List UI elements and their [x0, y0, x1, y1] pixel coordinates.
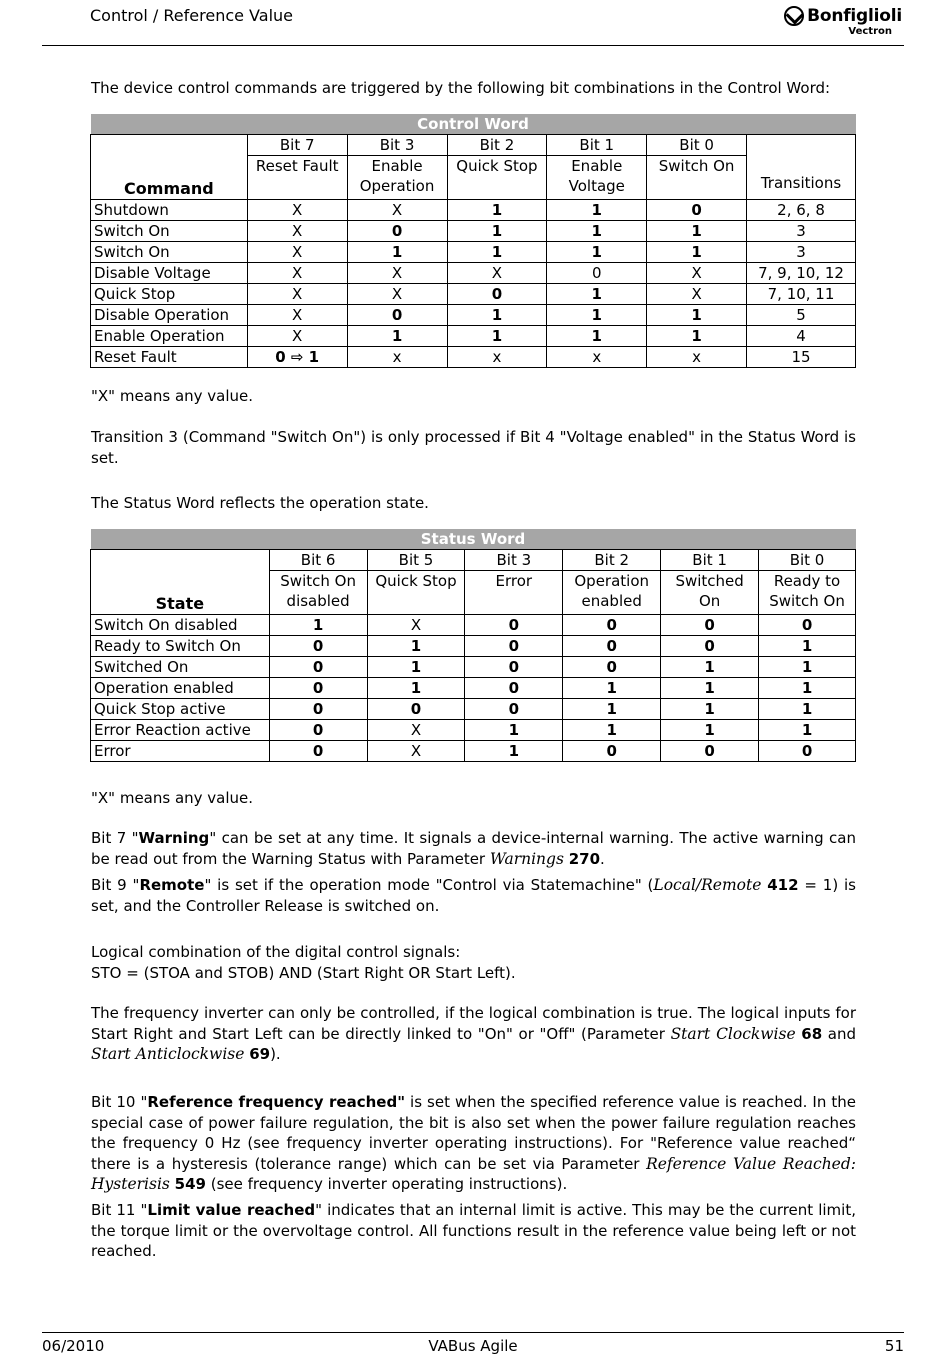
bit-value: 0	[563, 636, 661, 657]
row-label: Error	[91, 741, 270, 762]
table-row	[91, 242, 856, 263]
table-row	[91, 657, 856, 678]
bit-value: 1	[547, 200, 647, 221]
bit10-paragraph: Bit 10 "Reference frequency reached" is set when the specified reference value is reached. In the special case of power failure regulation, the bit is also set when the power failure regulation reaches the frequency 0 Hz (see frequency inverter operating instructions). For "Reference value reached“ there is a hysteresis (tolerance range) which can be set via Parameter Reference Value Reached: Hysterisis 549 (see frequency inverter operating instructions).	[91, 1093, 856, 1193]
bit-value: 0	[465, 678, 563, 699]
bit-value: X	[647, 284, 747, 305]
bit-value: 1	[447, 305, 547, 326]
table-row	[91, 720, 856, 741]
bit-value: X	[347, 284, 447, 305]
bit-value: X	[247, 242, 347, 263]
row-label: Switch On disabled	[91, 615, 270, 636]
bit-value: 1	[465, 720, 563, 741]
bit-name-header	[269, 571, 367, 615]
bit-name-header	[367, 571, 465, 615]
bit9-paragraph: Bit 9 "Remote" is set if the operation mode "Control via Statemachine" (Local/Remote 412 = 1) is set, and the Controller Release is switched on.	[91, 876, 856, 915]
bit-value: 1	[661, 657, 759, 678]
bit-value: 1	[367, 678, 465, 699]
bit-name-line: Quick Stop	[456, 157, 538, 175]
bit-value: X	[347, 200, 447, 221]
logo-sub: Vectron	[848, 26, 892, 37]
bit-value: x	[647, 347, 747, 368]
bit-value: 0	[563, 741, 661, 762]
note-any-value-1: "X" means any value.	[91, 387, 254, 405]
bit-value: x	[347, 347, 447, 368]
transitions-value: 2, 6, 8	[747, 200, 856, 221]
bit-header: Bit 1	[547, 135, 647, 156]
transitions-value: 7, 9, 10, 12	[747, 263, 856, 284]
logic-paragraph: Logical combination of the digital control signals: STO = (STOA and STOB) AND (Start Right OR Start Left).	[91, 943, 516, 982]
table-row	[91, 636, 856, 657]
transitions-value: 3	[747, 221, 856, 242]
table-row	[91, 741, 856, 762]
row-label: Quick Stop	[91, 284, 248, 305]
table-row	[91, 263, 856, 284]
page-footer	[42, 1332, 904, 1362]
bit-value: 0	[465, 615, 563, 636]
bit-value: 1	[547, 284, 647, 305]
bit-name-line: Quick Stop	[375, 572, 457, 590]
bit-value: 0	[269, 636, 367, 657]
bit-value: x	[447, 347, 547, 368]
bit-value: 0	[269, 657, 367, 678]
page-header	[42, 0, 904, 46]
note-any-value-2: "X" means any value.	[91, 789, 254, 807]
bit-value: 1	[547, 305, 647, 326]
footer-product: VABus Agile	[428, 1337, 518, 1355]
bit-name-header	[647, 156, 747, 200]
bit-value: X	[247, 305, 347, 326]
bit-value: X	[247, 200, 347, 221]
bit-value: 1	[647, 326, 747, 347]
bit-value: 1	[447, 242, 547, 263]
bit-header: Bit 2	[447, 135, 547, 156]
bit-value: 1	[269, 615, 367, 636]
bit-value: 0	[347, 305, 447, 326]
row-label: Operation enabled	[91, 678, 270, 699]
bit-value: 1	[563, 720, 661, 741]
bit-name-line: Reset Fault	[255, 157, 339, 175]
bit-value: X	[647, 263, 747, 284]
bit-value: 1	[447, 221, 547, 242]
bit-name-line: Switched	[675, 572, 744, 590]
row-label: Quick Stop active	[91, 699, 270, 720]
bit-name-line: Operation	[574, 572, 650, 590]
table-row	[91, 678, 856, 699]
bit-value: 1	[647, 305, 747, 326]
bit-value: 1	[563, 699, 661, 720]
bit-value: 1	[647, 221, 747, 242]
bit-name-line: Operation	[359, 177, 435, 195]
bit-value: 0	[447, 284, 547, 305]
column-header-lead: State	[91, 550, 270, 615]
bit-name-header	[661, 571, 759, 615]
bit-header: Bit 2	[563, 550, 661, 571]
page-title: Control / Reference Value	[90, 6, 293, 25]
bit-value: 1	[547, 326, 647, 347]
bit-value: X	[367, 720, 465, 741]
bit-value: 1	[759, 636, 856, 657]
table-row	[91, 221, 856, 242]
bit-value: 1	[447, 200, 547, 221]
table-row	[91, 305, 856, 326]
bit-value: 1	[661, 678, 759, 699]
bit-value: X	[247, 326, 347, 347]
transitions-value: 5	[747, 305, 856, 326]
bit-value: X	[247, 263, 347, 284]
bit-value: 0	[465, 699, 563, 720]
bit-value: 1	[759, 678, 856, 699]
bit-value: X	[247, 284, 347, 305]
column-header-lead: Command	[91, 135, 248, 200]
bit-value: X	[367, 615, 465, 636]
bit11-paragraph: Bit 11 "Limit value reached" indicates that an internal limit is active. This may be the current limit, the torque limit or the overvoltage control. All functions result in the reference value being left or not reached.	[91, 1201, 856, 1260]
bit-name-header	[547, 156, 647, 200]
bit-value: 0	[563, 657, 661, 678]
bit-name-line: disabled	[286, 592, 350, 610]
transitions-value: 15	[747, 347, 856, 368]
bit-value: 1	[367, 636, 465, 657]
bit-name-header	[759, 571, 856, 615]
bit-value: 0	[465, 636, 563, 657]
footer-page-number: 51	[884, 1337, 904, 1355]
bit-value: 0	[563, 615, 661, 636]
transitions-header: Transitions	[747, 135, 856, 200]
bit-value: 1	[347, 242, 447, 263]
bonfiglioli-logo	[784, 6, 902, 37]
bit-value: 1	[563, 678, 661, 699]
table-row	[91, 326, 856, 347]
row-label: Error Reaction active	[91, 720, 270, 741]
bit-name-header	[247, 156, 347, 200]
bit-header: Bit 7	[247, 135, 347, 156]
bit-name-line: Switch On	[658, 157, 735, 175]
row-label: Switched On	[91, 657, 270, 678]
bit-value: 1	[547, 221, 647, 242]
bit-header: Bit 0	[759, 550, 856, 571]
bit-name-line: Enable	[571, 157, 623, 175]
table-row	[91, 200, 856, 221]
bit-value: 1	[759, 657, 856, 678]
bit-value: 0	[269, 741, 367, 762]
bit-value: 1	[759, 720, 856, 741]
bit-name-header	[465, 571, 563, 615]
row-label: Switch On	[91, 242, 248, 263]
bit-name-line: On	[698, 592, 721, 610]
bit-value: 1	[465, 741, 563, 762]
bit-value: 0	[661, 615, 759, 636]
bit-value: 0	[759, 741, 856, 762]
bit-value: X	[347, 263, 447, 284]
bit-value: 0	[269, 720, 367, 741]
bit-value: 0	[661, 636, 759, 657]
transitions-value: 7, 10, 11	[747, 284, 856, 305]
bit-value: 0	[647, 200, 747, 221]
row-label: Reset Fault	[91, 347, 248, 368]
bit-name-line: enabled	[581, 592, 642, 610]
bit-name-header	[447, 156, 547, 200]
bit-name-header	[347, 156, 447, 200]
bit-value: 0 ⇨ 1	[247, 347, 347, 368]
bit-name-line: Switch On	[280, 572, 356, 590]
bit-value: 1	[367, 657, 465, 678]
bit-value: X	[367, 741, 465, 762]
bit-value: X	[447, 263, 547, 284]
bit-value: 1	[759, 699, 856, 720]
bit-header: Bit 5	[367, 550, 465, 571]
transition-note: Transition 3 (Command "Switch On") is only processed if Bit 4 "Voltage enabled" in the Status Word is set.	[91, 428, 856, 467]
logo-name: Bonfiglioli	[807, 6, 902, 26]
bit-value: 0	[269, 699, 367, 720]
bit-value: 0	[367, 699, 465, 720]
bit-name-line: Ready to	[773, 572, 841, 590]
bit-value: 1	[347, 326, 447, 347]
row-label: Ready to Switch On	[91, 636, 270, 657]
transitions-value: 4	[747, 326, 856, 347]
bit-value: 0	[661, 741, 759, 762]
bit-value: 1	[547, 242, 647, 263]
row-label: Shutdown	[91, 200, 248, 221]
bit-header: Bit 3	[465, 550, 563, 571]
footer-date: 06/2010	[42, 1337, 105, 1355]
bit-name-line: Error	[495, 572, 533, 590]
row-label: Switch On	[91, 221, 248, 242]
row-label: Disable Operation	[91, 305, 248, 326]
bit-value: X	[247, 221, 347, 242]
bit-value: 1	[661, 699, 759, 720]
bonfiglioli-logo-icon	[784, 6, 804, 26]
bit-value: 1	[647, 242, 747, 263]
bit-header: Bit 6	[269, 550, 367, 571]
intro-text: The device control commands are triggered by the following bit combinations in the Control Word:	[91, 79, 831, 97]
bit-name-line: Switch On	[769, 592, 845, 610]
bit-value: x	[547, 347, 647, 368]
bit-value: 0	[759, 615, 856, 636]
bit-header: Bit 1	[661, 550, 759, 571]
bit-value: 0	[547, 263, 647, 284]
table-row	[91, 699, 856, 720]
table-row	[91, 347, 856, 368]
status-intro: The Status Word reflects the operation state.	[91, 494, 429, 512]
bit-name-line: Enable	[371, 157, 423, 175]
bit-header: Bit 3	[347, 135, 447, 156]
bit-value: 1	[447, 326, 547, 347]
table-row	[91, 615, 856, 636]
bit-value: 0	[347, 221, 447, 242]
bit-value: 0	[269, 678, 367, 699]
status-word-table	[90, 529, 856, 762]
frequency-paragraph: The frequency inverter can only be controlled, if the logical combination is true. The logical inputs for Start Right and Start Left can be directly linked to "On" or "Off" (Parameter Start Clockwise 68 and Start Anticlockwise 69).	[91, 1004, 856, 1063]
table-caption: Control Word	[91, 114, 856, 135]
row-label: Enable Operation	[91, 326, 248, 347]
bit-name-header	[563, 571, 661, 615]
bit-value: 1	[661, 720, 759, 741]
bit-value: 0	[465, 657, 563, 678]
row-label: Disable Voltage	[91, 263, 248, 284]
table-caption: Status Word	[91, 529, 856, 550]
table-row	[91, 284, 856, 305]
bit7-paragraph: Bit 7 "Warning" can be set at any time. It signals a device-internal warning. The active warning can be read out from the Warning Status with Parameter Warnings 270.	[91, 829, 856, 868]
bit-header: Bit 0	[647, 135, 747, 156]
control-word-table	[90, 114, 856, 368]
bit-name-line: Voltage	[568, 177, 625, 195]
transitions-value: 3	[747, 242, 856, 263]
